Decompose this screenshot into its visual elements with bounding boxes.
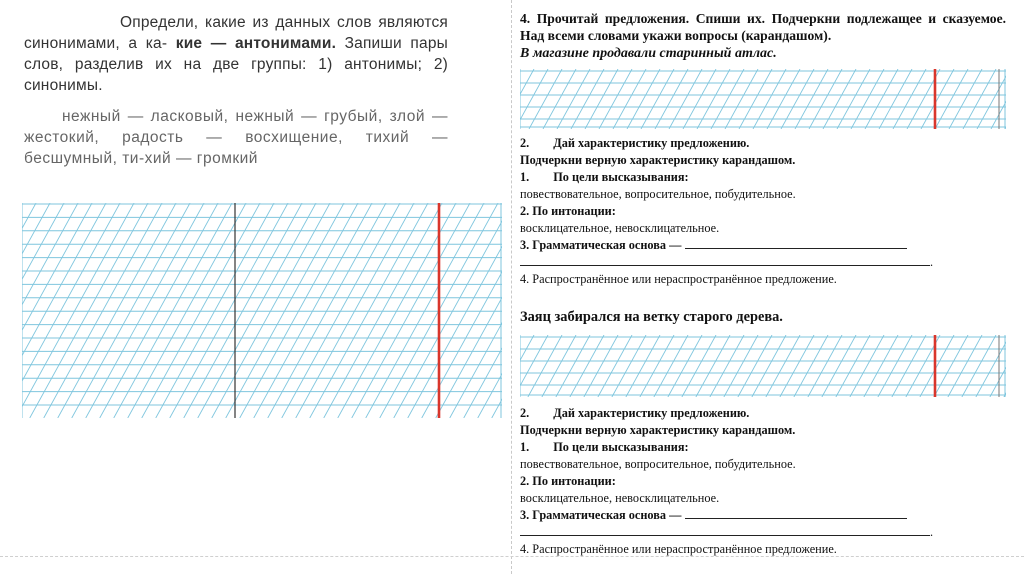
item-extension[interactable]: 4. Распространённое или нераспространённое предложение. [520, 542, 837, 556]
grid-slant-line [613, 69, 646, 129]
grid-slant-line [683, 69, 716, 129]
grid-slant-line [864, 335, 898, 397]
answer-line[interactable] [685, 237, 907, 249]
left-exercise [24, 12, 448, 169]
grid-slant-line [598, 335, 632, 397]
item-grammar-basis: 3. Грамматическая основа — [520, 237, 1006, 254]
grid-slant-line [669, 69, 702, 129]
grid-slant-line [100, 203, 218, 418]
grid-slant-line [212, 203, 330, 418]
page-divider [511, 0, 512, 574]
grid-slant-line [254, 203, 372, 418]
grid-slant-line [921, 69, 954, 129]
grid-slant-line [436, 203, 502, 418]
item-intonation-options[interactable]: восклицательное, невосклицательное. [520, 491, 720, 505]
grid-slant-line [492, 203, 502, 418]
grid-slant-line [879, 69, 912, 129]
grid-slant-line [697, 69, 730, 129]
grid-slant-line [557, 69, 590, 129]
grid-slant-line [640, 335, 674, 397]
grid-slant-line [711, 69, 744, 129]
grid-slant-line [851, 69, 884, 129]
grid-slant-line [795, 69, 828, 129]
grid-slant-line [296, 203, 414, 418]
right-writing-grid-2[interactable] [520, 335, 1006, 397]
answer-line-continuation[interactable]: . [520, 254, 1006, 271]
grid-slant-line [170, 203, 288, 418]
grid-slant-line [198, 203, 316, 418]
grid-slant-line [724, 335, 758, 397]
grid-slant-line [626, 335, 660, 397]
grid-slant-line [612, 335, 646, 397]
grid-slant-line [753, 69, 786, 129]
grid-slant-line [865, 69, 898, 129]
grid-slant-line [948, 335, 982, 397]
grid-slant-line [809, 69, 842, 129]
left-instruction [24, 12, 448, 96]
grid-slant-line [808, 335, 842, 397]
item-purpose-options[interactable]: повествовательное, вопросительное, побудительное. [520, 457, 796, 471]
grid-slant-line [282, 203, 400, 418]
grid-slant-line [892, 335, 926, 397]
grid-slant-line [627, 69, 660, 129]
grid-slant-line [408, 203, 502, 418]
grid-slant-line [920, 335, 954, 397]
grid-slant-line [893, 69, 926, 129]
left-grid-svg [22, 203, 502, 418]
grid-slant-line [641, 69, 674, 129]
grid-slant-line [794, 335, 828, 397]
grid-slant-line [44, 203, 162, 418]
grid-slant-line [738, 335, 772, 397]
grid-slant-line [520, 335, 534, 397]
grid-slant-line [682, 335, 716, 397]
item-intonation-label: 2. По интонации: [520, 474, 616, 488]
grid-slant-line [654, 335, 688, 397]
grid-slant-line [464, 203, 502, 418]
grid-slant-line [585, 69, 618, 129]
grid-slant-line [710, 335, 744, 397]
grid-slant-line [823, 69, 856, 129]
block-heading: 2. Дай характеристику предложению. [520, 136, 750, 150]
right-task-title: 4. Прочитай предложения. Спиши их. Подчеркни подлежащее и сказуемое. Над всеми словами укажи вопросы (карандашом). [520, 11, 1006, 43]
instruction-part-2: кие — антонимами. [175, 35, 337, 52]
item-purpose-label: 1. По цели высказывания: [520, 170, 689, 184]
grid-slant-line [324, 203, 442, 418]
characteristic-block-2 [520, 405, 1006, 558]
grid-slant-line [850, 335, 884, 397]
grid-slant-line [822, 335, 856, 397]
answer-line-continuation[interactable]: . [520, 524, 1006, 541]
grid-slant-line [836, 335, 870, 397]
grid-slant-line [655, 69, 688, 129]
grid-slant-line [767, 69, 800, 129]
word-pairs: нежный — ласковый, нежный — грубый, злой — жестокий, радость — восхищение, тихий — бесшумный, ти-хий — громкий [24, 108, 448, 167]
item-intonation-label: 2. По интонации: [520, 204, 616, 218]
grid-slant-line [226, 203, 344, 418]
grid-slant-line [739, 69, 772, 129]
grid-slant-line [22, 203, 120, 418]
grid-slant-line [543, 69, 576, 129]
grid-slant-line [520, 335, 548, 397]
grid-slant-line [528, 335, 562, 397]
grid-slant-line [725, 69, 758, 129]
grid-slant-line [30, 203, 148, 418]
item-extension[interactable]: 4. Распространённое или нераспространённое предложение. [520, 272, 837, 286]
grid-slant-line [352, 203, 470, 418]
grid-slant-line [878, 335, 912, 397]
grid-slant-line [556, 335, 590, 397]
item-purpose-label: 1. По цели высказывания: [520, 440, 689, 454]
grid-slant-line [963, 69, 996, 129]
instruction-part-1: Определи, какие из данных слов являются синонимами, а ка- [24, 14, 448, 52]
grid-slant-line [571, 69, 604, 129]
grid-slant-line [22, 203, 106, 418]
grid-slant-line [570, 335, 604, 397]
left-writing-grid[interactable] [22, 203, 502, 418]
block-instruction: Подчеркни верную характеристику карандашом. [520, 423, 796, 437]
grid-slant-line [22, 203, 64, 418]
grid-slant-line [142, 203, 260, 418]
grid-slant-line [766, 335, 800, 397]
grid-slant-line [240, 203, 358, 418]
grid-slant-line [22, 203, 78, 418]
right-grid-1-svg [520, 69, 1006, 129]
grid-slant-line [752, 335, 786, 397]
block-instruction: Подчеркни верную характеристику карандашом. [520, 153, 796, 167]
grid-slant-line [962, 335, 996, 397]
grid-slant-line [128, 203, 246, 418]
grid-slant-line [86, 203, 204, 418]
grid-slant-line [184, 203, 302, 418]
grid-slant-line [935, 69, 968, 129]
grid-slant-line [542, 335, 576, 397]
right-grid-2-svg [520, 335, 1006, 397]
right-writing-grid-1[interactable] [520, 69, 1006, 129]
grid-slant-line [934, 335, 968, 397]
grid-slant-line [422, 203, 502, 418]
grid-slant-line [366, 203, 484, 418]
grid-slant-line [156, 203, 274, 418]
sentence-2: Заяц забирался на ветку старого дерева. [520, 309, 783, 325]
grid-slant-line [949, 69, 982, 129]
block-heading: 2. Дай характеристику предложению. [520, 406, 750, 420]
item-purpose-options[interactable]: повествовательное, вопросительное, побудительное. [520, 187, 796, 201]
grid-slant-line [529, 69, 562, 129]
item-intonation-options[interactable]: восклицательное, невосклицательное. [520, 221, 720, 235]
grid-slant-line [268, 203, 386, 418]
grid-slant-line [72, 203, 190, 418]
grid-slant-line [781, 69, 814, 129]
grid-slant-line [58, 203, 176, 418]
grid-slant-line [310, 203, 428, 418]
grid-slant-line [114, 203, 232, 418]
answer-line[interactable] [685, 507, 907, 519]
grid-slant-line [780, 335, 814, 397]
grid-slant-line [599, 69, 632, 129]
characteristic-block-1 [520, 135, 1006, 288]
sentence-1: В магазине продавали старинный атлас. [520, 46, 777, 61]
grid-slant-line [837, 69, 870, 129]
grid-slant-line [990, 335, 1006, 397]
instruction-part-3: Запиши пары слов, разделив их на две группы: 1) антонимы; 2) синонимы. [24, 35, 448, 94]
grid-slant-line [696, 335, 730, 397]
grid-slant-line [584, 335, 618, 397]
item-grammar-basis: 3. Грамматическая основа — [520, 507, 1006, 524]
grid-slant-line [668, 335, 702, 397]
